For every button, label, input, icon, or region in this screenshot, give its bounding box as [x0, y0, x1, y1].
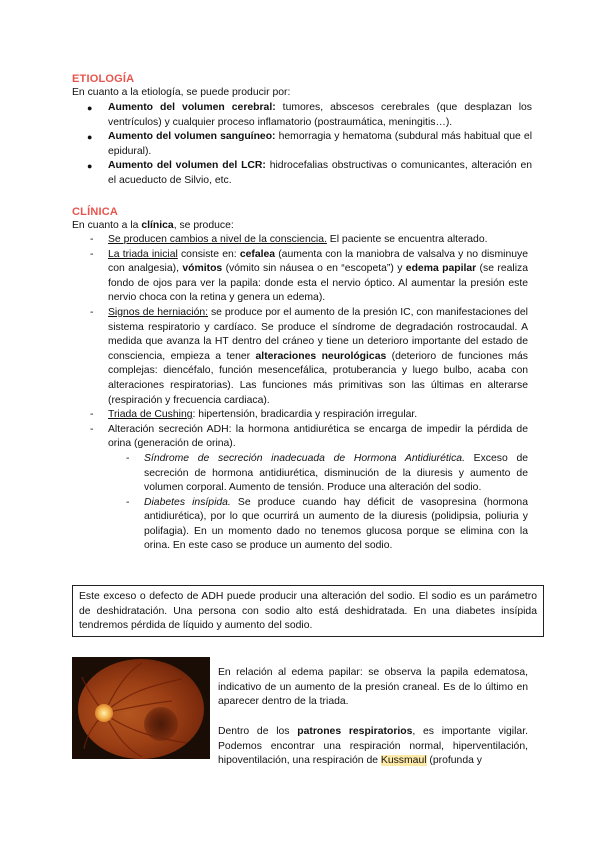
retinal-vessels [72, 657, 210, 759]
clinica-heading: CLÍNICA [72, 206, 119, 218]
clinica-intro: En cuanto a la clínica, se produce: [72, 220, 234, 231]
etiologia-item: ● Aumento del volumen del LCR: hidrocefalias obstructivas o comunicantes, alteración en el acueducto de Silvio, etc. [72, 159, 532, 188]
adh-subitem-siadh: - Síndrome de secreción inadecuada de Hormona Antidiurética. Exceso de secreción de hormona antidiurética, disminución de la diuresis y aumento de volumen corporal. Aumento de tensión. Produce una alteración del sodio. [126, 452, 528, 496]
adh-subitem-diabetes: - Diabetes insípida. Se produce cuando hay déficit de vasopresina (hormona antidiurética), por lo que ocurrirá un aumento de la diuresis (polidipsia, poliuria y polifagia). En un momento dado no tenemos glucosa porque se elimina con la orina. En este caso se produce un aumento del sodio. [126, 496, 528, 554]
patrones-respiratorios-paragraph: Dentro de los patrones respiratorios, es importante vigilar. Podemos encontrar una respiración normal, hiperventilación, hipoventilación, una respiración de Kussmaul (profunda y [218, 726, 528, 767]
fundus-photo [72, 657, 210, 759]
clinica-item-consciencia: - Se producen cambios a nivel de la consciencia. El paciente se encuentra alterado. [90, 233, 528, 248]
etiologia-heading: ETIOLOGÍA [72, 73, 135, 85]
edema-papilar-paragraph: En relación al edema papilar: se observa la papila edematosa, indicativo de un aumento de la presión craneal. Es de lo último en aparecer dentro de la triada. [218, 667, 528, 708]
adh-sublist [108, 452, 528, 554]
kussmaul-highlight: Kussmaul [380, 755, 427, 767]
etiologia-item: ● Aumento del volumen sanguíneo: hemorragia y hematoma (subdural más habitual que el epidural). [72, 130, 532, 159]
clinica-item-herniacion: - Signos de herniación: se produce por el aumento de la presión IC, con manifestaciones del sistema respiratorio y cardíaco. Se produce el síndrome de degradación rostrocaudal. A medida que avanza la HT dentro del cráneo y tiene un deterioro importante del estado de consciencia, empieza a tener alteraciones neurológicas (deterioro de funciones más complejas: diencéfalo, función mesencefálica, protuberancia y luego bulbo, acaba con alteraciones respiratorias). Las funciones más primitivas son las últimas en alterarse (respiración y frecuencia cardiaca). [90, 306, 528, 408]
etiologia-item: ● Aumento del volumen cerebral: tumores, abscesos cerebrales (que desplazan los ventrículos) y cualquier proceso inflamatorio (postraumática, meningitis…). [72, 101, 532, 130]
clinica-item-cushing: - Triada de Cushing: hipertensión, bradicardia y respiración irregular. [90, 408, 528, 423]
clinica-item-adh: - Alteración secreción ADH: la hormona antidiurética se encarga de impedir la pérdida de orina (generación de orina). - Síndrome de secreción inadecuada de Hormona Antidiurética. Exceso de secreción de hormona antidiurética, disminución de la diuresis y aumento de volumen corporal. Aumento de tensión. Produce una alteración del sodio. - Diabetes insípida. Se produce cuando hay déficit de vasopresina (hormona antidiurética), por lo que ocurrirá un aumento de la diuresis (polidipsia, poliuria y polifagia). En un momento dado no tenemos glucosa porque se elimina con la orina. En este caso se produce un aumento del sodio. [90, 423, 528, 554]
etiologia-list [72, 101, 532, 189]
clinica-item-triada: - La triada inicial consiste en: cefalea (aumenta con la maniobra de valsalva y no disminuye con analgesia), vómitos (vómito sin náusea o en “escopeta”) y edema papilar (se realiza fondo de ojos para ver la papila: donde esta el nervio óptico. Al aumentar la presión este nervio choca con la retina y genera un edema). [90, 248, 528, 306]
optic-disc [95, 704, 113, 722]
sodio-note-box: Este exceso o defecto de ADH puede producir una alteración del sodio. El sodio es un parámetro de deshidratación. Una persona con sodio alto está deshidratada. En una diabetes insípida tendremos pérdida de líquido y aumento del sodio. [72, 585, 544, 637]
clinica-list [90, 233, 528, 554]
etiologia-intro: En cuanto a la etiología, se puede producir por: [72, 87, 291, 98]
